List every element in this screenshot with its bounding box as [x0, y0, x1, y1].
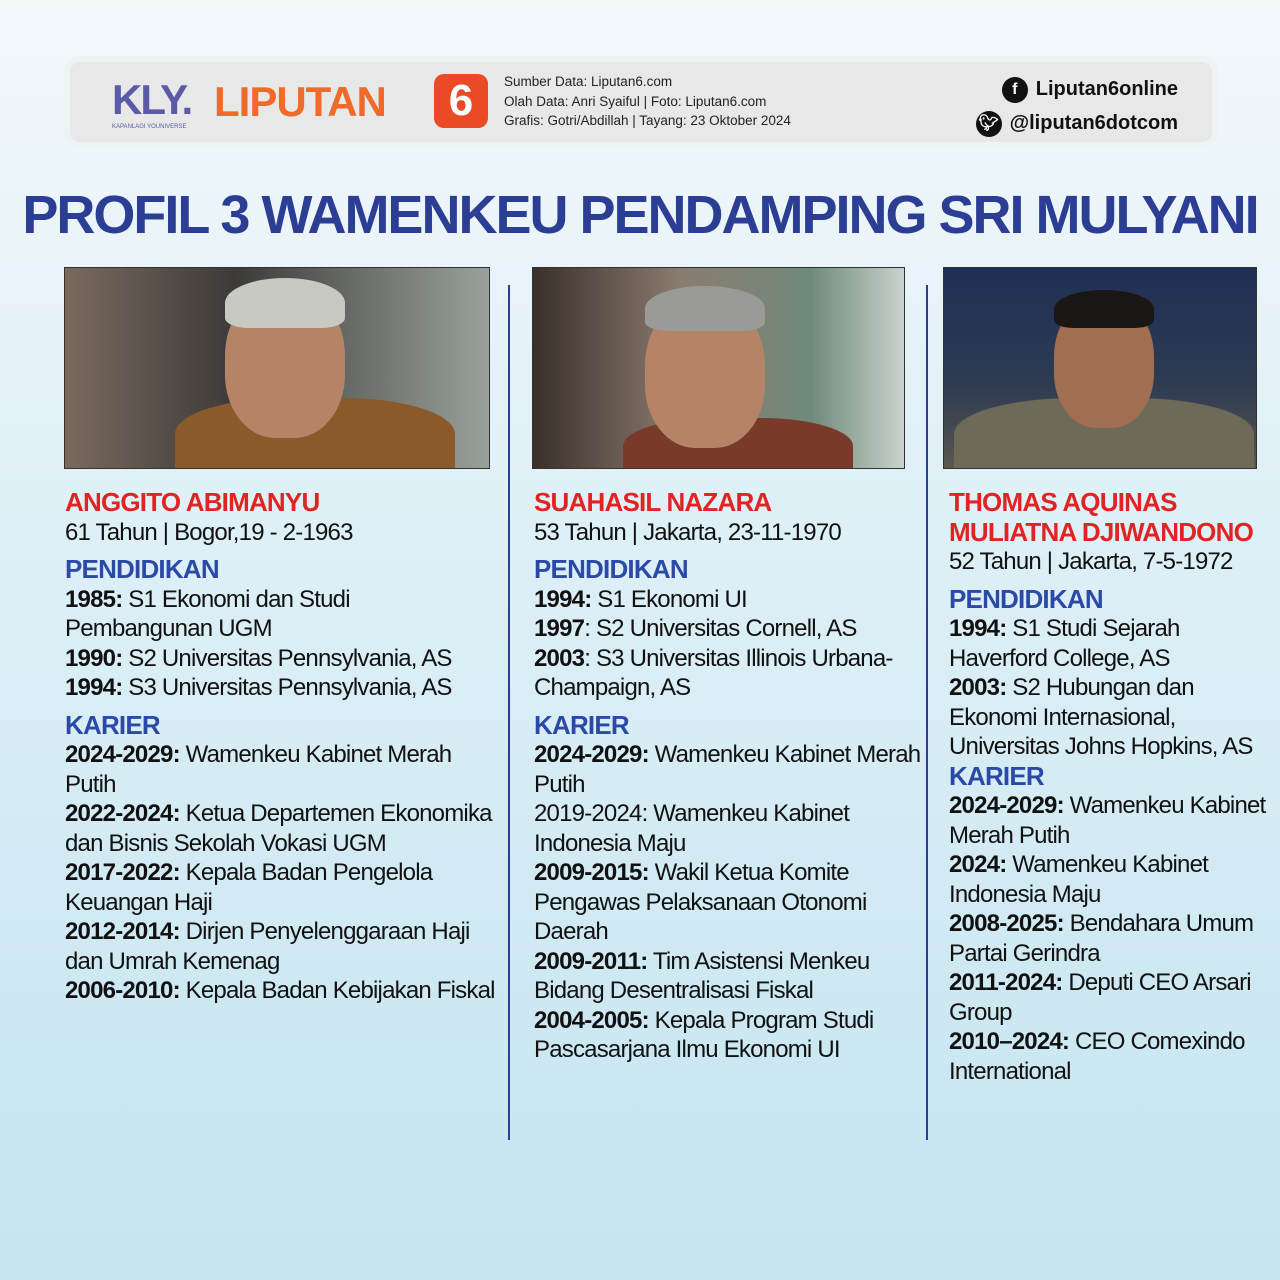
career-entry — [949, 1027, 1274, 1086]
career-text: Kepala Badan Kebijakan Fiskal — [179, 977, 495, 1004]
education-year: 1997 — [534, 615, 585, 642]
facebook-handle: Liputan6online — [1035, 78, 1178, 100]
education-text: S1 Ekonomi UI — [591, 585, 747, 613]
education-text: : S3 Universitas Illinois Urbana-Champaign, AS — [534, 644, 893, 701]
career-entry — [65, 858, 501, 917]
education-text: : S2 Universitas Cornell, AS — [584, 615, 857, 642]
career-text: Kepala Badan Pengelola Keuangan Haji — [65, 859, 433, 916]
column-divider — [508, 285, 510, 1140]
career-year: 2017-2022: — [65, 859, 180, 886]
profile-name: THOMAS AQUINAS — [949, 487, 1177, 517]
credit-graphic: Grafis: Gotri/Abdillah | Tayang: 23 Oktober 2024 — [504, 113, 791, 128]
profile-name: ANGGITO ABIMANYU — [65, 487, 320, 517]
career-year: 2022-2024: — [65, 800, 180, 827]
career-year: 2004-2005: — [534, 1006, 649, 1034]
career-text: Kepala Program Studi Pascasarjana Ilmu Ekonomi UI — [534, 1006, 874, 1063]
career-entry — [949, 850, 1274, 909]
career-entry — [949, 968, 1274, 1027]
career-entry — [949, 909, 1274, 968]
career-text: Dirjen Penyelenggaraan Haji dan Umrah Kemenag — [65, 918, 470, 975]
education-entry — [949, 614, 1274, 673]
liputan-six-logo: 6 — [434, 74, 488, 128]
credit-data: Olah Data: Anri Syaiful | Foto: Liputan6.com — [504, 93, 767, 109]
career-entry — [65, 917, 501, 976]
column-divider — [926, 285, 928, 1140]
credits — [504, 72, 791, 131]
facebook-icon: f — [1002, 77, 1028, 103]
education-text: S2 Universitas Pennsylvania, AS — [122, 644, 452, 672]
education-heading: PENDIDIKAN — [534, 554, 688, 584]
education-year: 2003: — [949, 674, 1007, 701]
profile-name: SUAHASIL NAZARA — [534, 487, 772, 517]
career-entry — [65, 799, 501, 858]
career-text: Wamenkeu Kabinet Merah Putih — [65, 741, 452, 798]
career-entry — [534, 799, 922, 858]
kly-subtitle: KAPANLAGI YOUNIVERSE — [112, 124, 187, 130]
education-entry — [534, 614, 922, 644]
career-heading: KARIER — [65, 709, 160, 740]
education-entry — [65, 673, 501, 703]
career-year: 2024-2029: — [534, 741, 649, 768]
career-heading: KARIER — [949, 760, 1044, 791]
education-year: 1994: — [534, 585, 592, 613]
career-text: Deputi CEO Arsari Group — [949, 969, 1251, 1026]
education-year: 1994: — [65, 674, 123, 701]
profile-column — [65, 488, 501, 1006]
education-year: 1985: — [65, 585, 123, 613]
career-year: 2010–2024: — [949, 1028, 1070, 1055]
career-entry — [65, 740, 501, 799]
header-banner — [70, 62, 1212, 142]
education-year: 1994: — [949, 615, 1007, 642]
education-entry — [65, 644, 501, 674]
career-text: Wakil Ketua Komite Pengawas Pelaksanaan Otonomi Daerah — [534, 859, 867, 945]
career-year: 2024-2029: — [949, 792, 1064, 819]
social-links — [976, 72, 1178, 140]
career-entry — [534, 947, 922, 1006]
education-text: S3 Universitas Pennsylvania, AS — [122, 674, 452, 701]
profile-name: MULIATNA DJIWANDONO — [949, 516, 1253, 547]
photo-anggito — [64, 267, 490, 469]
career-text: CEO Comexindo International — [949, 1028, 1245, 1085]
photo-thomas — [943, 267, 1257, 469]
career-entry — [534, 858, 922, 947]
career-text: 2019-2024: Wamenkeu Kabinet Indonesia Maju — [534, 800, 850, 857]
career-year: 2009-2011: — [534, 947, 648, 975]
profile-column — [534, 488, 922, 1065]
profile-info: 61 Tahun | Bogor,19 - 2-1963 — [65, 518, 353, 546]
career-year: 2024: — [949, 851, 1007, 878]
career-entry — [534, 740, 922, 799]
career-year: 2011-2024: — [949, 969, 1063, 996]
education-heading: PENDIDIKAN — [949, 583, 1103, 614]
career-text: Tim Asistensi Menkeu Bidang Desentralisasi Fiskal — [534, 947, 870, 1004]
career-year: 2012-2014: — [65, 918, 180, 945]
kly-logo: KLY. — [112, 76, 192, 123]
profile-info: 53 Tahun | Jakarta, 23-11-1970 — [534, 518, 841, 546]
career-entry — [65, 976, 501, 1006]
career-text: Wamenkeu Kabinet Indonesia Maju — [949, 851, 1209, 908]
career-text: Wamenkeu Kabinet Merah Putih — [534, 741, 921, 798]
education-entry — [534, 585, 922, 615]
liputan-logo: LIPUTAN — [214, 78, 386, 125]
career-year: 2006-2010: — [65, 977, 180, 1004]
career-entry — [949, 791, 1274, 850]
education-text: S1 Ekonomi dan Studi Pembangunan UGM — [65, 585, 350, 642]
profile-info: 52 Tahun | Jakarta, 7-5-1972 — [949, 548, 1233, 575]
credit-source: Sumber Data: Liputan6.com — [504, 74, 673, 89]
education-text: S1 Studi Sejarah Haverford College, AS — [949, 615, 1180, 672]
education-entry — [949, 673, 1274, 762]
twitter-icon: 🐦︎ — [976, 111, 1002, 137]
education-year: 2003 — [534, 644, 585, 672]
career-year: 2009-2015: — [534, 859, 649, 886]
education-entry — [534, 644, 922, 703]
career-heading: KARIER — [534, 709, 629, 740]
education-year: 1990: — [65, 644, 123, 672]
career-text: Ketua Departemen Ekonomika dan Bisnis Sekolah Vokasi UGM — [65, 800, 492, 857]
career-text: Bendahara Umum Partai Gerindra — [949, 910, 1254, 967]
twitter-handle: @liputan6dotcom — [1009, 112, 1178, 134]
education-text: S2 Hubungan dan Ekonomi Internasional, Universitas Johns Hopkins, AS — [949, 674, 1253, 760]
career-text: Wamenkeu Kabinet Merah Putih — [949, 792, 1266, 849]
education-heading: PENDIDIKAN — [65, 554, 219, 584]
education-entry — [65, 585, 501, 644]
career-entry — [534, 1006, 922, 1065]
profile-column — [949, 488, 1274, 1086]
career-year: 2008-2025: — [949, 910, 1064, 937]
photo-suahasil — [532, 267, 905, 469]
page-title: PROFIL 3 WAMENKEU PENDAMPING SRI MULYANI — [22, 185, 1258, 245]
career-year: 2024-2029: — [65, 741, 180, 768]
